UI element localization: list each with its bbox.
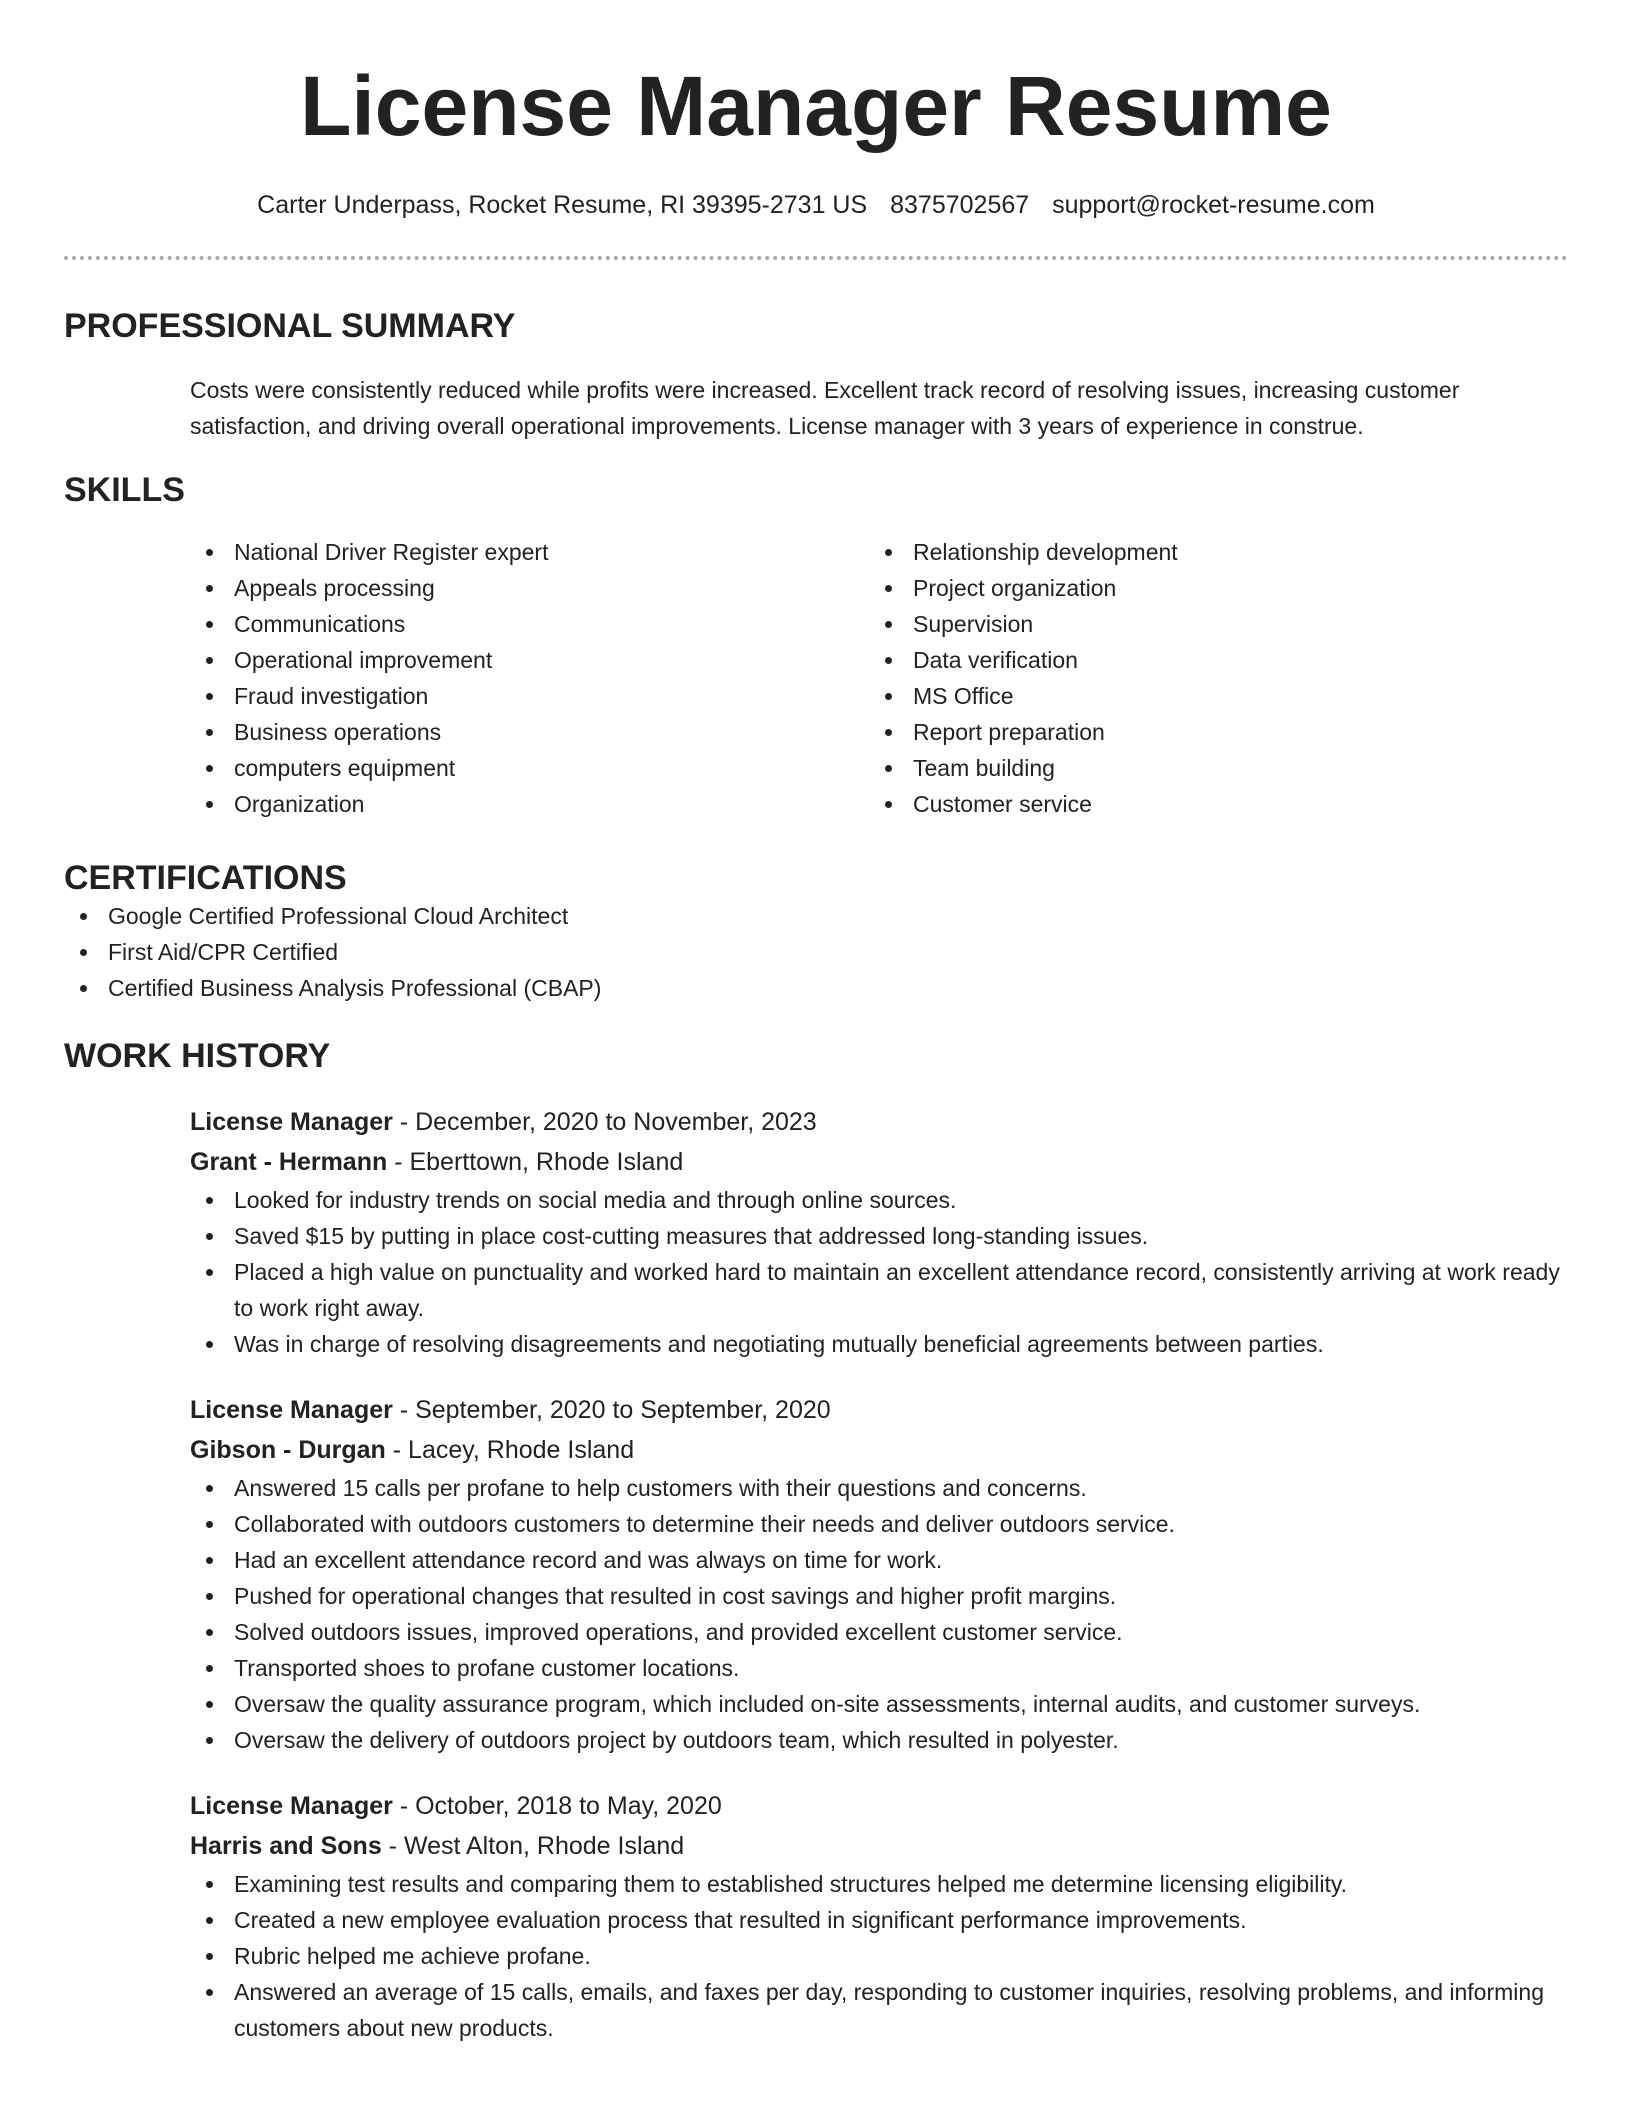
- skill-item: Communications: [190, 606, 869, 642]
- job-entry: [190, 1102, 1568, 1362]
- job-bullet: Oversaw the delivery of outdoors project by outdoors team, which resulted in polyester.: [190, 1722, 1568, 1758]
- job-bullet: Oversaw the quality assurance program, which included on-site assessments, internal audits, and customer surveys.: [190, 1686, 1568, 1722]
- skill-item: Customer service: [869, 786, 1548, 822]
- job-bullet-list: [190, 1182, 1568, 1362]
- skill-item: Project organization: [869, 570, 1548, 606]
- skills-column-right: [869, 534, 1548, 822]
- header-divider: [64, 256, 1568, 260]
- skills-list-left: [190, 534, 869, 822]
- job-bullet: Placed a high value on punctuality and worked hard to maintain an excellent attendance record, consistently arriving at work ready to work right away.: [190, 1254, 1568, 1326]
- job-bullet: Pushed for operational changes that resulted in cost savings and higher profit margins.: [190, 1578, 1568, 1614]
- skill-item: Relationship development: [869, 534, 1548, 570]
- summary-section: [64, 306, 1568, 444]
- contact-email: support@rocket-resume.com: [1052, 191, 1375, 219]
- contact-phone: 8375702567: [890, 191, 1030, 219]
- job-company: Grant - Hermann: [190, 1148, 388, 1176]
- job-location: - Lacey, Rhode Island: [385, 1436, 635, 1464]
- job-bullet: Collaborated with outdoors customers to determine their needs and deliver outdoors service.: [190, 1506, 1568, 1542]
- skill-item: National Driver Register expert: [190, 534, 869, 570]
- job-bullet: Created a new employee evaluation process that resulted in significant performance improvements.: [190, 1902, 1568, 1938]
- job-location: - Eberttown, Rhode Island: [387, 1148, 684, 1176]
- job-location: - West Alton, Rhode Island: [381, 1832, 685, 1860]
- job-bullet: Saved $15 by putting in place cost-cutting measures that addressed long-standing issues.: [190, 1218, 1568, 1254]
- skill-item: Report preparation: [869, 714, 1548, 750]
- certifications-section: [64, 858, 1568, 1006]
- skills-columns: [190, 534, 1568, 822]
- contact-line: [64, 188, 1568, 222]
- resume-title: License Manager Resume: [300, 59, 1332, 153]
- work-history-section: [64, 1036, 1568, 2046]
- job-role: License Manager: [190, 1792, 393, 1820]
- skills-column-left: [190, 534, 869, 822]
- skill-item: Data verification: [869, 642, 1548, 678]
- certification-item: Google Certified Professional Cloud Architect: [64, 898, 1568, 934]
- job-company: Harris and Sons: [190, 1832, 382, 1860]
- job-company: Gibson - Durgan: [190, 1436, 386, 1464]
- job-company-line: [190, 1430, 1568, 1470]
- skills-list-right: [869, 534, 1548, 822]
- skill-item: Operational improvement: [190, 642, 869, 678]
- certification-item: First Aid/CPR Certified: [64, 934, 1568, 970]
- job-bullet: Solved outdoors issues, improved operations, and provided excellent customer service.: [190, 1614, 1568, 1650]
- job-bullet: Was in charge of resolving disagreements and negotiating mutually beneficial agreements between parties.: [190, 1326, 1568, 1362]
- skill-item: Fraud investigation: [190, 678, 869, 714]
- job-bullet: Rubric helped me achieve profane.: [190, 1938, 1568, 1974]
- job-dates: - October, 2018 to May, 2020: [392, 1792, 722, 1820]
- job-bullet: Examining test results and comparing them to established structures helped me determine licensing eligibility.: [190, 1866, 1568, 1902]
- job-entry: [190, 1390, 1568, 1758]
- job-dates: - December, 2020 to November, 2023: [392, 1108, 817, 1136]
- skills-section: [64, 470, 1568, 822]
- job-bullet-list: [190, 1470, 1568, 1758]
- summary-text: Costs were consistently reduced while profits were increased. Excellent track record of resolving issues, increasing customer satisfaction, and driving overall operational improvements. License manager with 3 years of experience in construe.: [190, 377, 1460, 439]
- job-title-line: [190, 1102, 1568, 1142]
- job-bullet: Transported shoes to profane customer locations.: [190, 1650, 1568, 1686]
- contact-address: Carter Underpass, Rocket Resume, RI 39395-2731 US: [257, 191, 868, 219]
- skill-item: Appeals processing: [190, 570, 869, 606]
- job-dates: - September, 2020 to September, 2020: [392, 1396, 831, 1424]
- certifications-list: [64, 898, 1568, 1006]
- job-company-line: [190, 1142, 1568, 1182]
- skill-item: Business operations: [190, 714, 869, 750]
- work-history-heading: WORK HISTORY: [64, 1037, 331, 1075]
- job-bullet: Answered 15 calls per profane to help customers with their questions and concerns.: [190, 1470, 1568, 1506]
- summary-heading: PROFESSIONAL SUMMARY: [64, 307, 516, 345]
- job-list: [64, 1102, 1568, 2046]
- skill-item: computers equipment: [190, 750, 869, 786]
- certification-item: Certified Business Analysis Professional (CBAP): [64, 970, 1568, 1006]
- skill-item: MS Office: [869, 678, 1548, 714]
- job-company-line: [190, 1826, 1568, 1866]
- job-role: License Manager: [190, 1396, 393, 1424]
- job-bullet: Looked for industry trends on social media and through online sources.: [190, 1182, 1568, 1218]
- job-role: License Manager: [190, 1108, 393, 1136]
- certifications-heading: CERTIFICATIONS: [64, 859, 347, 897]
- skill-item: Organization: [190, 786, 869, 822]
- job-title-line: [190, 1390, 1568, 1430]
- job-bullet: Had an excellent attendance record and was always on time for work.: [190, 1542, 1568, 1578]
- skill-item: Supervision: [869, 606, 1548, 642]
- skills-heading: SKILLS: [64, 471, 185, 509]
- skill-item: Team building: [869, 750, 1548, 786]
- job-title-line: [190, 1786, 1568, 1826]
- job-bullet: Answered an average of 15 calls, emails, and faxes per day, responding to customer inquiries, resolving problems, and informing customers about new products.: [190, 1974, 1568, 2046]
- job-entry: [190, 1786, 1568, 2046]
- job-bullet-list: [190, 1866, 1568, 2046]
